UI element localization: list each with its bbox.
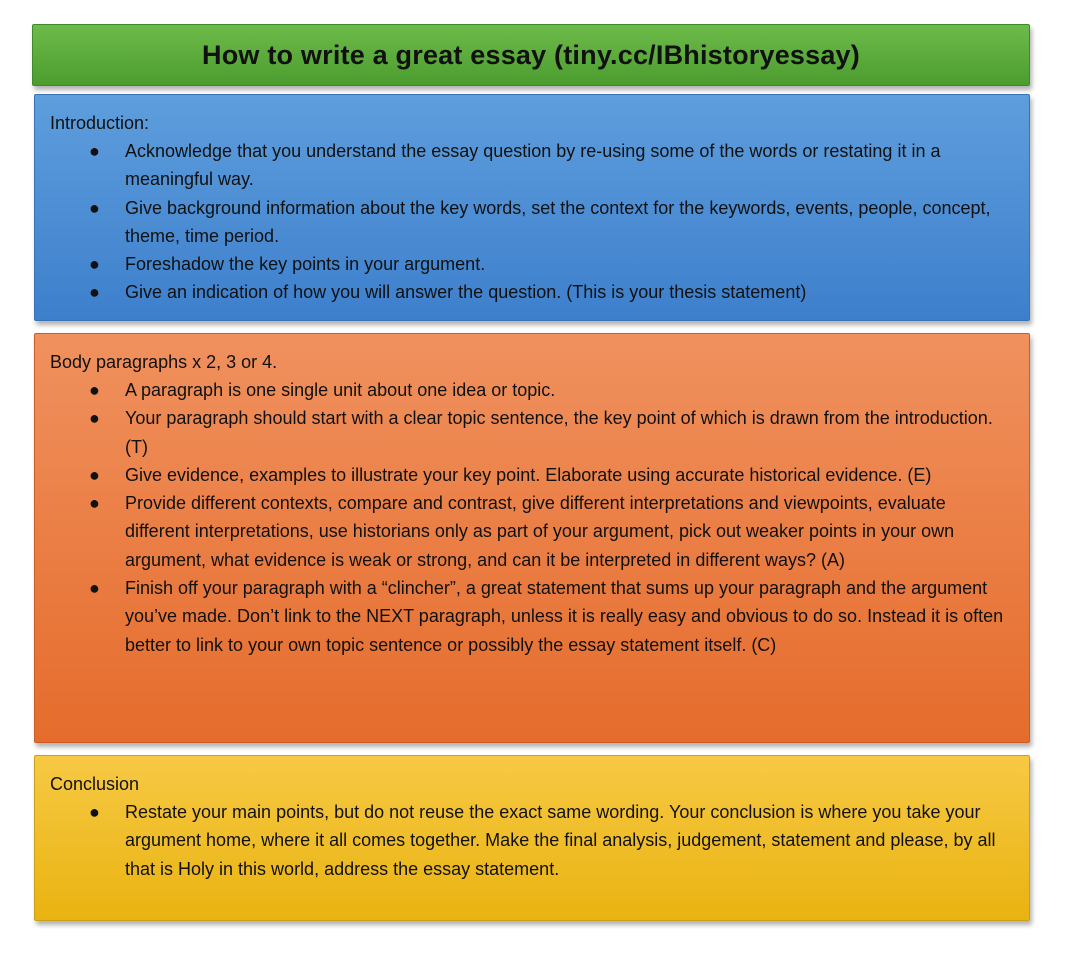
list-item [89, 376, 1015, 404]
body-paragraphs-section [34, 333, 1030, 743]
bullet-icon: ● [89, 254, 100, 275]
bullet-icon: ● [89, 282, 100, 303]
list-item-text: Give an indication of how you will answer the question. (This is your thesis statement) [125, 282, 807, 303]
introduction-list [50, 137, 1015, 307]
bullet-icon: ● [89, 802, 100, 822]
bullet-icon: ● [89, 578, 100, 599]
list-item-text: Give evidence, examples to illustrate your key point. Elaborate using accurate historical evidence. (E) [125, 464, 932, 485]
list-item [89, 137, 1015, 194]
page-title: How to write a great essay (tiny.cc/IBhistoryessay) [202, 39, 860, 70]
list-item [89, 489, 1015, 574]
conclusion-section [34, 755, 1030, 921]
bullet-icon: ● [89, 408, 100, 429]
conclusion-heading: Conclusion [50, 774, 140, 794]
bullet-icon: ● [89, 464, 100, 485]
bullet-icon: ● [89, 197, 100, 218]
list-item [89, 250, 1015, 278]
introduction-section [34, 94, 1030, 321]
introduction-heading: Introduction: [50, 113, 150, 133]
list-item-text: A paragraph is one single unit about one idea or topic. [125, 380, 556, 400]
bullet-icon: ● [89, 493, 100, 514]
body-paragraphs-list [50, 376, 1015, 659]
list-item-text: Your paragraph should start with a clear topic sentence, the key point of which is drawn from the introduction. (T) [125, 408, 993, 457]
conclusion-list [50, 798, 1015, 883]
list-item [89, 461, 1015, 489]
list-item [89, 278, 1015, 306]
body-paragraphs-heading: Body paragraphs x 2, 3 or 4. [50, 352, 278, 372]
list-item-text: Acknowledge that you understand the essay question by re-using some of the words or restating it in a meaningful way. [125, 141, 941, 190]
list-item-text: Restate your main points, but do not reuse the exact same wording. Your conclusion is where you take your argument home, where it all comes together. Make the final analysis, judgement, statement and please, by all that is Holy in this world, address the essay statement. [125, 802, 996, 879]
list-item [89, 194, 1015, 251]
title-banner [32, 24, 1030, 86]
list-item [89, 798, 1015, 883]
list-item-text: Provide different contexts, compare and contrast, give different interpretations and viewpoints, evaluate different interpretations, use historians only as part of your argument, pick out weaker points in your own argument, what evidence is weak or strong, and can it be interpreted in different ways? (A) [125, 493, 955, 570]
list-item-text: Give background information about the key words, set the context for the keywords, events, people, concept, theme, time period. [125, 197, 991, 246]
list-item-text: Foreshadow the key points in your argument. [125, 254, 486, 275]
list-item-text: Finish off your paragraph with a “clincher”, a great statement that sums up your paragraph and the argument you’ve made. Don’t link to the NEXT paragraph, unless it is really easy and obvious to do so. Instead it is often better to link to your own topic sentence or possibly the essay statement itself. (C) [125, 578, 1004, 655]
bullet-icon: ● [89, 380, 100, 400]
list-item [89, 574, 1015, 659]
bullet-icon: ● [89, 141, 100, 161]
list-item [89, 404, 1015, 461]
